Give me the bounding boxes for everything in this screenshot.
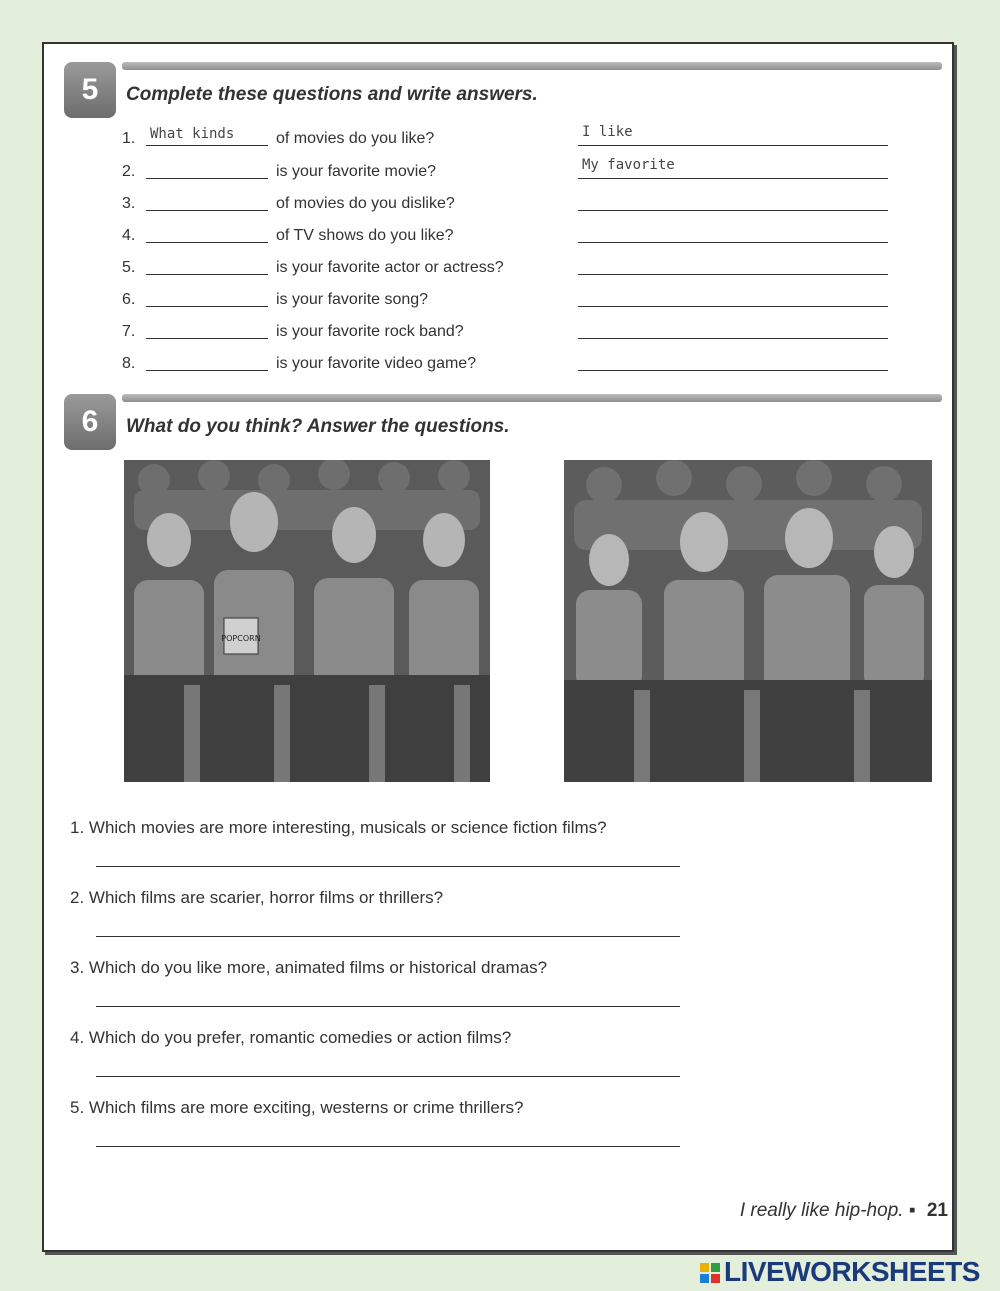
answer-line-input[interactable]	[96, 1146, 680, 1147]
question-blank-input[interactable]	[146, 255, 268, 275]
question-row	[122, 221, 892, 249]
question-blank-input[interactable]	[146, 351, 268, 371]
question-blank-input[interactable]	[146, 191, 268, 211]
question-blank-input[interactable]	[146, 223, 268, 243]
answer-input[interactable]	[578, 189, 888, 211]
question-blank-input[interactable]	[146, 287, 268, 307]
audience-illustration-left	[124, 460, 490, 782]
question-blank-input[interactable]: What kinds	[146, 126, 268, 146]
question-row	[122, 285, 892, 313]
answer-line-input[interactable]	[96, 1076, 680, 1077]
popcorn-box-label: POPCORN	[221, 634, 261, 643]
question-text: is your favorite video game?	[276, 355, 477, 372]
question-text: is your favorite song?	[276, 291, 429, 308]
row-number: 7.	[122, 323, 136, 340]
answer-input[interactable]: I like	[578, 124, 888, 146]
audience-illustration-right	[564, 460, 932, 782]
question-text: is your favorite actor or actress?	[276, 259, 504, 276]
question-text: of movies do you dislike?	[276, 195, 455, 212]
answer-input[interactable]	[578, 253, 888, 275]
question-row	[122, 189, 892, 217]
question-text: 3. Which do you like more, animated films or historical dramas?	[70, 958, 548, 977]
section-title: What do you think? Answer the questions.	[126, 416, 510, 437]
row-number: 3.	[122, 195, 136, 212]
section-5-header	[64, 62, 942, 118]
question-text: 4. Which do you prefer, romantic comedies or action films?	[70, 1028, 512, 1047]
page-footer	[740, 1200, 948, 1222]
question-blank-input[interactable]	[146, 159, 268, 179]
question-row	[122, 157, 892, 185]
page-number: 21	[926, 1200, 948, 1221]
question-text: is your favorite rock band?	[276, 323, 464, 340]
row-number: 2.	[122, 163, 136, 180]
row-number: 5.	[122, 259, 136, 276]
answer-line-input[interactable]	[96, 866, 680, 867]
row-number: 8.	[122, 355, 136, 372]
row-number: 6.	[122, 291, 136, 308]
section-number-badge: 6	[64, 394, 116, 450]
answer-input[interactable]: My favorite	[578, 157, 888, 179]
answer-line-input[interactable]	[96, 936, 680, 937]
row-number: 4.	[122, 227, 136, 244]
question-text: of TV shows do you like?	[276, 227, 454, 244]
brand-name: LIVEWORKSHEETS	[724, 1256, 980, 1287]
section-6-header	[64, 394, 942, 450]
section-number-badge: 5	[64, 62, 116, 118]
answer-line-input[interactable]	[96, 1006, 680, 1007]
answer-input[interactable]	[578, 317, 888, 339]
question-row	[122, 253, 892, 281]
answer-input[interactable]	[578, 221, 888, 243]
question-text: 2. Which films are scarier, horror films or thrillers?	[70, 888, 444, 907]
question-text: is your favorite movie?	[276, 163, 437, 180]
row-number: 1.	[122, 130, 136, 147]
question-row	[122, 124, 892, 152]
footer-bullet: ▪	[908, 1200, 916, 1221]
question-row	[122, 317, 892, 345]
question-row	[122, 349, 892, 377]
question-text: 1. Which movies are more interesting, musicals or science fiction films?	[70, 818, 607, 837]
question-text: 5. Which films are more exciting, westerns or crime thrillers?	[70, 1098, 524, 1117]
question-text: of movies do you like?	[276, 130, 435, 147]
question-blank-input[interactable]	[146, 319, 268, 339]
header-rule	[122, 62, 942, 70]
section-title: Complete these questions and write answers.	[126, 84, 538, 105]
header-rule	[122, 394, 942, 402]
worksheet-page	[42, 42, 954, 1252]
liveworksheets-logo[interactable]	[700, 1256, 980, 1288]
brand-grid-icon	[700, 1258, 720, 1278]
answer-input[interactable]	[578, 349, 888, 371]
answer-input[interactable]	[578, 285, 888, 307]
footer-title: I really like hip-hop.	[739, 1200, 904, 1221]
